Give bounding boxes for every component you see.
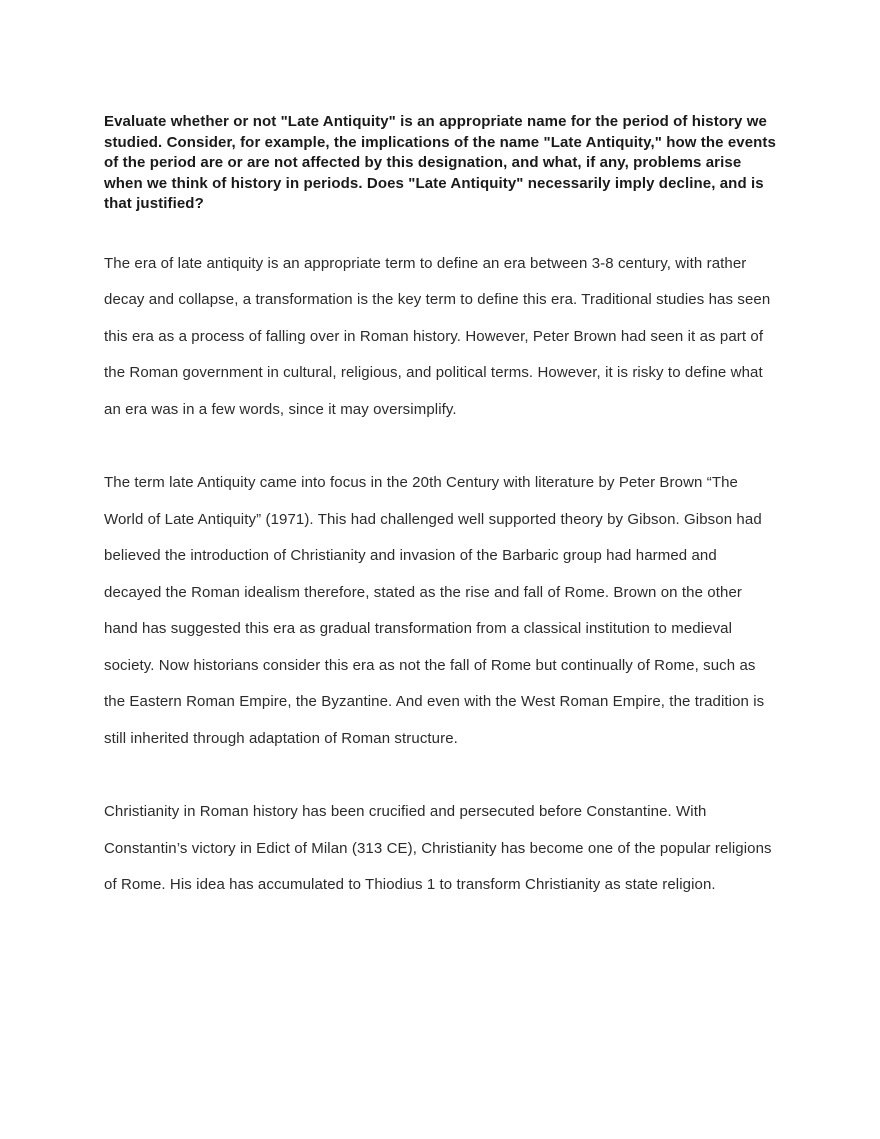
essay-paragraph-1: The era of late antiquity is an appropriate term to define an era between 3-8 century, with rather decay and collapse, a transformation is the key term to define this era. Traditional studies has seen this era as a process of falling over in Roman history. However, Peter Brown had seen it as part of the Roman government in cultural, religious, and political terms. However, it is risky to define what an era was in a few words, since it may oversimplify. <box>104 254 771 418</box>
essay-prompt: Evaluate whether or not "Late Antiquity" is an appropriate name for the period of history we studied. Consider, for example, the implications of the name "Late Antiquity," how the events of the period are or are not affected by this designation, and what, if any, problems arise when we think of history in periods. Does "Late Antiquity" necessarily imply decline, and is that justified? <box>104 113 776 212</box>
essay-paragraph-3: Christianity in Roman history has been crucified and persecuted before Constantine. With Constantin’s victory in Edict of Milan (313 CE), Christianity has become one of the popular religions of Rome. His idea has accumulated to Thiodius 1 to transform Christianity as state religion. <box>104 803 772 893</box>
document-content <box>104 112 777 941</box>
essay-paragraph-2: The term late Antiquity came into focus in the 20th Century with literature by Peter Brown “The World of Late Antiquity” (1971). This had challenged well supported theory by Gibson. Gibson had believed the introduction of Christianity and invasion of the Barbaric group had harmed and decayed the Roman idealism therefore, stated as the rise and fall of Rome. Brown on the other hand has suggested this era as gradual transformation from a classical institution to medieval society. Now historians consider this era as not the fall of Rome but continually of Rome, such as the Eastern Roman Empire, the Byzantine. And even with the West Roman Empire, the tradition is still inherited through adaptation of Roman structure. <box>104 474 765 747</box>
